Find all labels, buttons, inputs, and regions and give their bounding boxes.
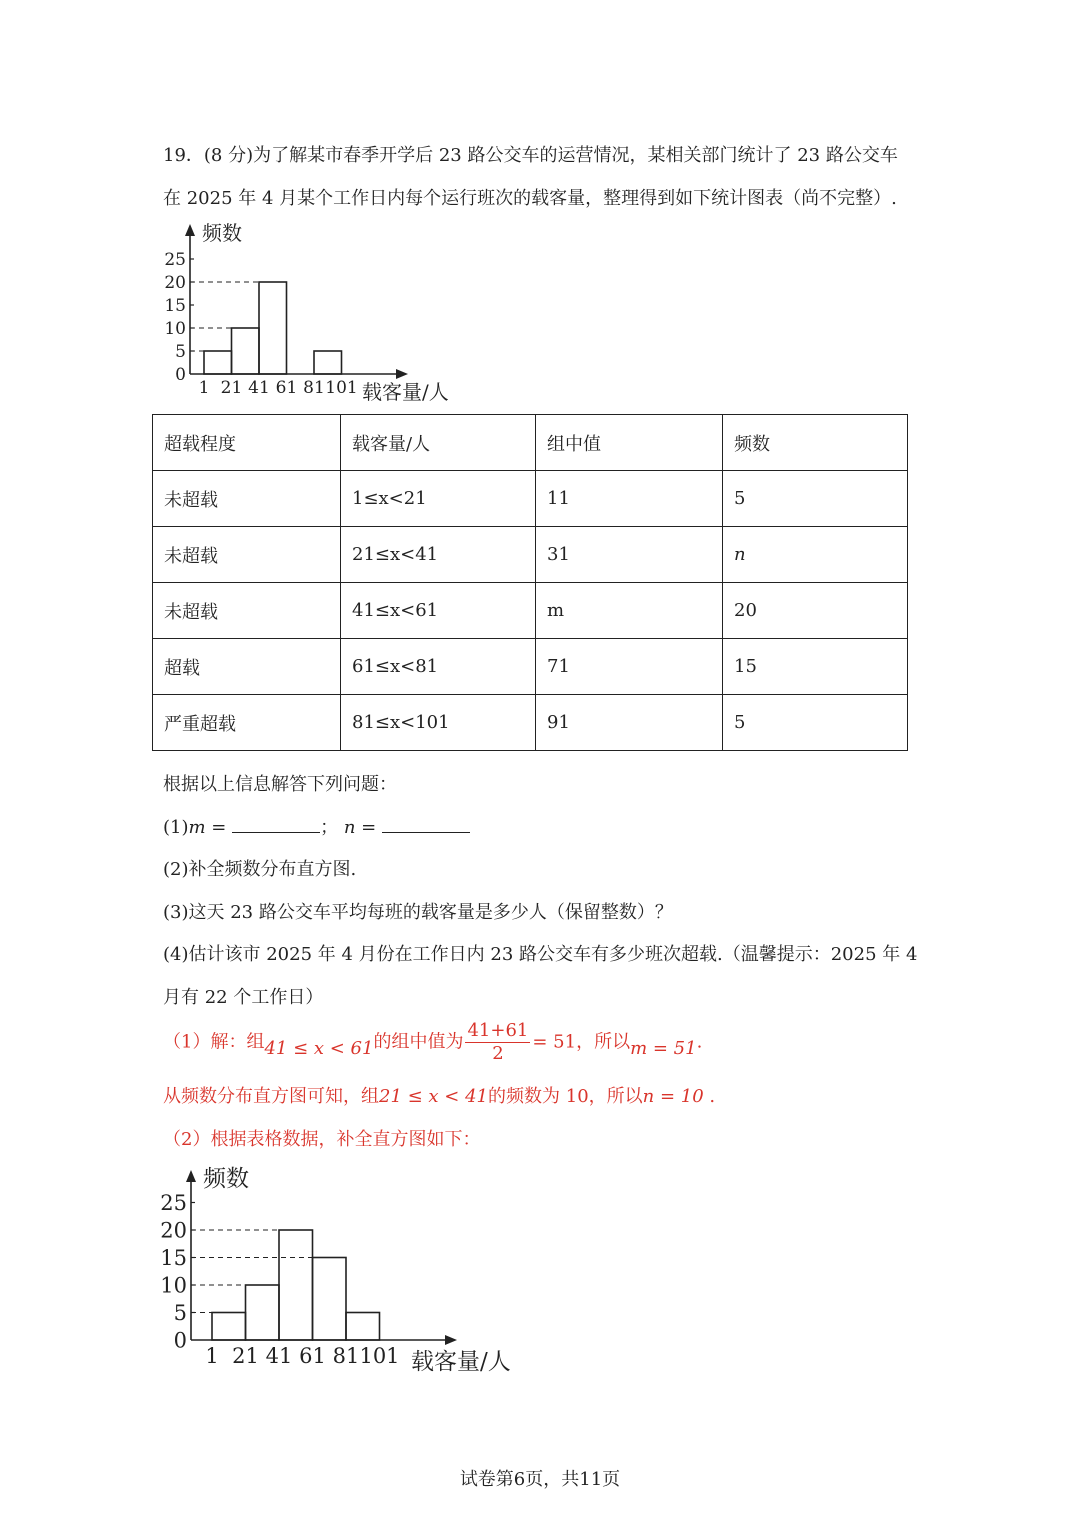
a1b-mid: 的频数为 10，所以 [488,1086,643,1107]
y-axis-arrow [186,1170,196,1182]
y-tick-label: 20 [164,272,186,293]
answer-1-line-1 [163,1020,702,1065]
table-cell: 1≤x<21 [341,471,536,527]
x-tick-label: 81 [332,1344,360,1368]
y-tick-label: 10 [160,1273,187,1298]
table-cell: 21≤x<41 [341,527,536,583]
histogram-bar [212,1313,246,1341]
fraction [465,1020,530,1065]
q1-n-label: n = [343,817,377,838]
x-tick-label: 41 [265,1344,293,1368]
table-header-row [153,415,908,471]
histogram-incomplete [150,222,490,412]
a1-mid: 的组中值为 [373,1031,464,1053]
y-tick-label: 15 [164,295,186,316]
y-tick-label: 25 [160,1190,187,1215]
question-line-2: 在 2025 年 4 月某个工作日内每个运行班次的载客量，整理得到如下统计图表（尚不完整）. [163,188,897,209]
table-cell: 31 [536,527,723,583]
table-header-cell: 载客量/人 [341,415,536,471]
a1-prefix: （1）解：组 [163,1031,265,1053]
y-axis-arrow [185,224,195,236]
page-footer: 试卷第6页，共11页 [459,1469,621,1490]
a1-result: = 51，所以 [532,1031,631,1053]
x-tick-label: 21 [232,1344,259,1368]
histogram-bar [232,328,260,374]
table-cell: 超载 [153,639,341,695]
sub-question-3: (3)这天 23 路公交车平均每班的载客量是多少人（保留整数）？ [163,902,673,923]
table-cell: 81≤x<101 [341,695,536,751]
sub-question-2: (2)补全频数分布直方图. [163,859,357,880]
answer-blank-n[interactable] [382,816,470,833]
y-tick-label: 5 [175,341,186,362]
x-tick-label: 101 [325,378,358,398]
sub-question-1 [163,813,470,839]
histogram-bar [259,282,287,374]
a1-m-value: m = 51 [630,1037,697,1059]
a1b-range: 21 ≤ x < 41 [379,1086,489,1107]
table-cell: 5 [723,695,908,751]
table-header-cell: 超载程度 [153,415,341,471]
table-cell: 91 [536,695,723,751]
x-tick-label: 101 [359,1344,400,1368]
y-tick-label: 10 [164,318,186,339]
table-cell: n [723,527,908,583]
answer-2: （2）根据表格数据，补全直方图如下： [163,1129,481,1150]
histogram-bar [314,351,342,374]
question-line-1: 19．(8 分)为了解某市春季开学后 23 路公交车的运营情况，某相关部门统计了 23 路公交车 [163,145,898,166]
sub-question-4-line-1: (4)估计该市 2025 年 4 月份在工作日内 23 路公交车有多少班次超载.（温馨提示：2025 年 4 [163,944,918,965]
x-tick-label: 1 [198,378,210,398]
histogram-bar [246,1285,280,1340]
table-row [153,695,908,751]
histogram-bar [346,1313,380,1341]
y-tick-label: 15 [160,1245,187,1270]
y-tick-label: 0 [175,364,186,385]
x-tick-label: 21 [220,378,243,398]
x-tick-label: 41 [248,378,270,398]
table-header-cell: 组中值 [536,415,723,471]
table-cell: 严重超载 [153,695,341,751]
y-axis-title: 频数 [203,1166,249,1192]
table-cell: 未超载 [153,471,341,527]
table-cell: 61≤x<81 [341,639,536,695]
x-tick-label: 61 [299,1344,326,1368]
table-row [153,471,908,527]
frequency-table [152,414,908,751]
histogram-bar [204,351,232,374]
x-tick-label: 81 [303,378,325,398]
table-row [153,639,908,695]
table-row [153,583,908,639]
fraction-denominator: 2 [492,1043,504,1064]
a1b-end: . [703,1086,716,1107]
a1-range: 41 ≤ x < 61 [264,1037,374,1059]
q1-m-label: m = [188,817,227,838]
x-axis-arrow [445,1335,457,1345]
table-cell: 11 [536,471,723,527]
x-axis-arrow [396,369,408,379]
table-cell: 71 [536,639,723,695]
y-tick-label: 0 [173,1328,187,1353]
q1-prefix: (1) [163,817,189,838]
table-cell: 未超载 [153,527,341,583]
a1-end: . [696,1031,703,1053]
table-cell: 41≤x<61 [341,583,536,639]
a1b-n-value: n = 10 [642,1086,704,1107]
table-row [153,527,908,583]
x-tick-label: 1 [205,1344,219,1368]
y-tick-label: 20 [160,1218,187,1243]
table-cell: 未超载 [153,583,341,639]
answer-1-line-2 [163,1082,715,1108]
table-header-cell: 频数 [723,415,908,471]
x-tick-label: 61 [275,378,298,398]
y-tick-label: 5 [173,1300,187,1325]
a1b-prefix: 从频数分布直方图可知，组 [163,1086,379,1107]
table-cell: 15 [723,639,908,695]
prompt-text: 根据以上信息解答下列问题： [163,774,397,795]
q1-separator: ； [320,817,339,838]
y-tick-label: 25 [164,249,186,270]
x-axis-title: 载客量/人 [362,380,449,404]
table-cell: m [536,583,723,639]
sub-question-4-line-2: 月有 22 个工作日） [163,987,324,1008]
table-cell: 20 [723,583,908,639]
x-axis-title: 载客量/人 [411,1349,511,1375]
y-axis-title: 频数 [202,222,242,245]
histogram-bar [313,1258,347,1341]
fraction-numerator: 41+61 [467,1020,529,1041]
table-cell: 5 [723,471,908,527]
histogram-complete [155,1160,545,1390]
histogram-bar [279,1230,313,1340]
answer-blank-m[interactable] [232,816,320,833]
